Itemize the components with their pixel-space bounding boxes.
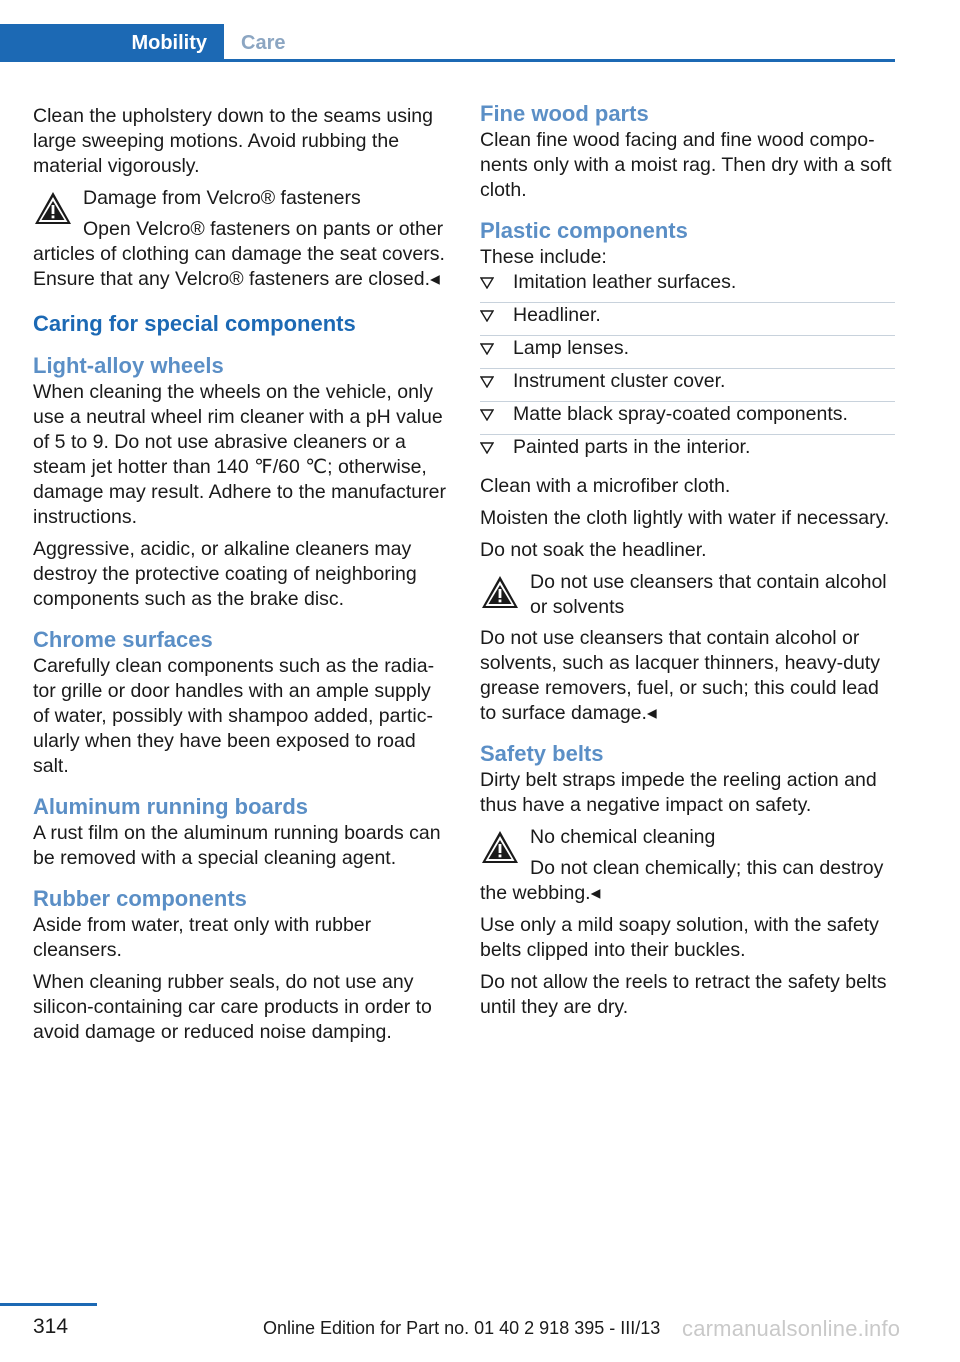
safety-belts-text-2: Use only a mild soapy solution, with the safety belts clipped into their buckles. [480,914,879,961]
safety-belts-text-3: Do not allow the reels to retract the safety belts until they are dry. [480,971,887,1018]
list-item-text: Painted parts in the interior. [513,436,751,458]
list-item [480,369,895,402]
warning-title: Damage from Velcro® fasteners [83,187,361,209]
chrome-text: Carefully clean components such as the radiator grille or door handles with an ample supply of water, possibly with shampoo added, particularly when they have been exposed to road salt. [33,655,435,777]
rubber-text: Aside from water, treat only with rubber cleansers. [33,914,372,961]
warning-title: No chemical cleaning [530,826,716,848]
tab-care[interactable]: Care [241,31,286,54]
warning-triangle-icon [480,829,520,865]
plastic-text-2: Moisten the cloth lightly with water if necessary. [480,507,890,529]
triangle-bullet-icon [480,442,494,454]
list-item [480,270,895,303]
list-item [480,435,895,467]
warning-body: Open Velcro® fasteners on pants or other articles of clothing can damage the seat covers. Ensure that any Velcro® fasteners are closed.◂ [33,218,445,290]
header-bar [0,0,895,62]
plastic-list [480,270,895,467]
plastic-heading: Plastic components [480,218,688,243]
warning-body: Do not use cleansers that contain alcohol or solvents, such as lacquer thinners, heavy-duty grease removers, fuel, or such; this could lead to surface damage.◂ [480,627,880,724]
rubber-text-2: When cleaning rubber seals, do not use any silicon-containing car care products in order to avoid damage or reduced noise damping. [33,971,432,1043]
warning-body: Do not clean chemically; this can destroy the webbing.◂ [480,857,884,904]
warning-triangle-icon [33,190,73,226]
plastic-text-3: Do not soak the headliner. [480,539,707,561]
chemical-warning [480,825,895,906]
aluminum-text: A rust film on the aluminum running boards can be removed with a special cleaning agent. [33,822,441,869]
safety-belts-heading: Safety belts [480,741,604,766]
tab-mobility[interactable]: Mobility [0,24,224,62]
list-item [480,303,895,336]
velcro-warning [33,186,447,292]
warning-triangle-icon [480,574,520,610]
wood-heading: Fine wood parts [480,101,649,126]
alloy-wheels-text-2: Aggressive, acidic, or alkaline cleaners may destroy the protective coating of neighboring components such as the brake disc. [33,538,417,610]
warning-title: Do not use cleansers that contain alcohol or solvents [530,571,887,618]
header-rule [0,59,895,62]
footer-rule [0,1303,97,1306]
rubber-heading: Rubber components [33,886,247,911]
plastic-intro: These include: [480,246,607,268]
page-number: 314 [33,1315,69,1338]
alloy-wheels-heading: Light-alloy wheels [33,353,224,378]
list-item-text: Matte black spray-coated components. [513,403,848,425]
list-item-text: Imitation leather surfaces. [513,271,737,293]
cleanser-warning [480,570,895,726]
edition-text: Online Edition for Part no. 01 40 2 918 395 - III/13 [263,1318,661,1338]
triangle-bullet-icon [480,310,494,322]
list-item-text: Headliner. [513,304,601,326]
upholstery-intro: Clean the upholstery down to the seams using large sweeping motions. Avoid rubbing the material vigorously. [33,105,433,177]
safety-belts-text: Dirty belt straps impede the reeling action and thus have a negative impact on safety. [480,769,877,816]
alloy-wheels-text: When cleaning the wheels on the vehicle, only use a neutral wheel rim cleaner with a pH value of 5 to 9. Do not use abrasive cleaners or a steam jet hotter than 140 ℉/60 ℃; otherwise, damage may result. Adhere to the manufacturer instructions. [33,381,446,528]
wood-text: Clean fine wood facing and fine wood components only with a moist rag. Then dry with a soft cloth. [480,129,892,201]
watermark: carmanualsonline.info [682,1316,901,1341]
right-column [480,100,895,1027]
left-column [33,100,447,1052]
triangle-bullet-icon [480,277,494,289]
triangle-bullet-icon [480,409,494,421]
list-item-text: Lamp lenses. [513,337,629,359]
aluminum-heading: Aluminum running boards [33,794,308,819]
triangle-bullet-icon [480,343,494,355]
plastic-text-1: Clean with a microfiber cloth. [480,475,731,497]
list-item [480,336,895,369]
chrome-heading: Chrome surfaces [33,627,213,652]
list-item [480,402,895,435]
triangle-bullet-icon [480,376,494,388]
list-item-text: Instrument cluster cover. [513,370,726,392]
section-title: Caring for special components [33,311,356,336]
